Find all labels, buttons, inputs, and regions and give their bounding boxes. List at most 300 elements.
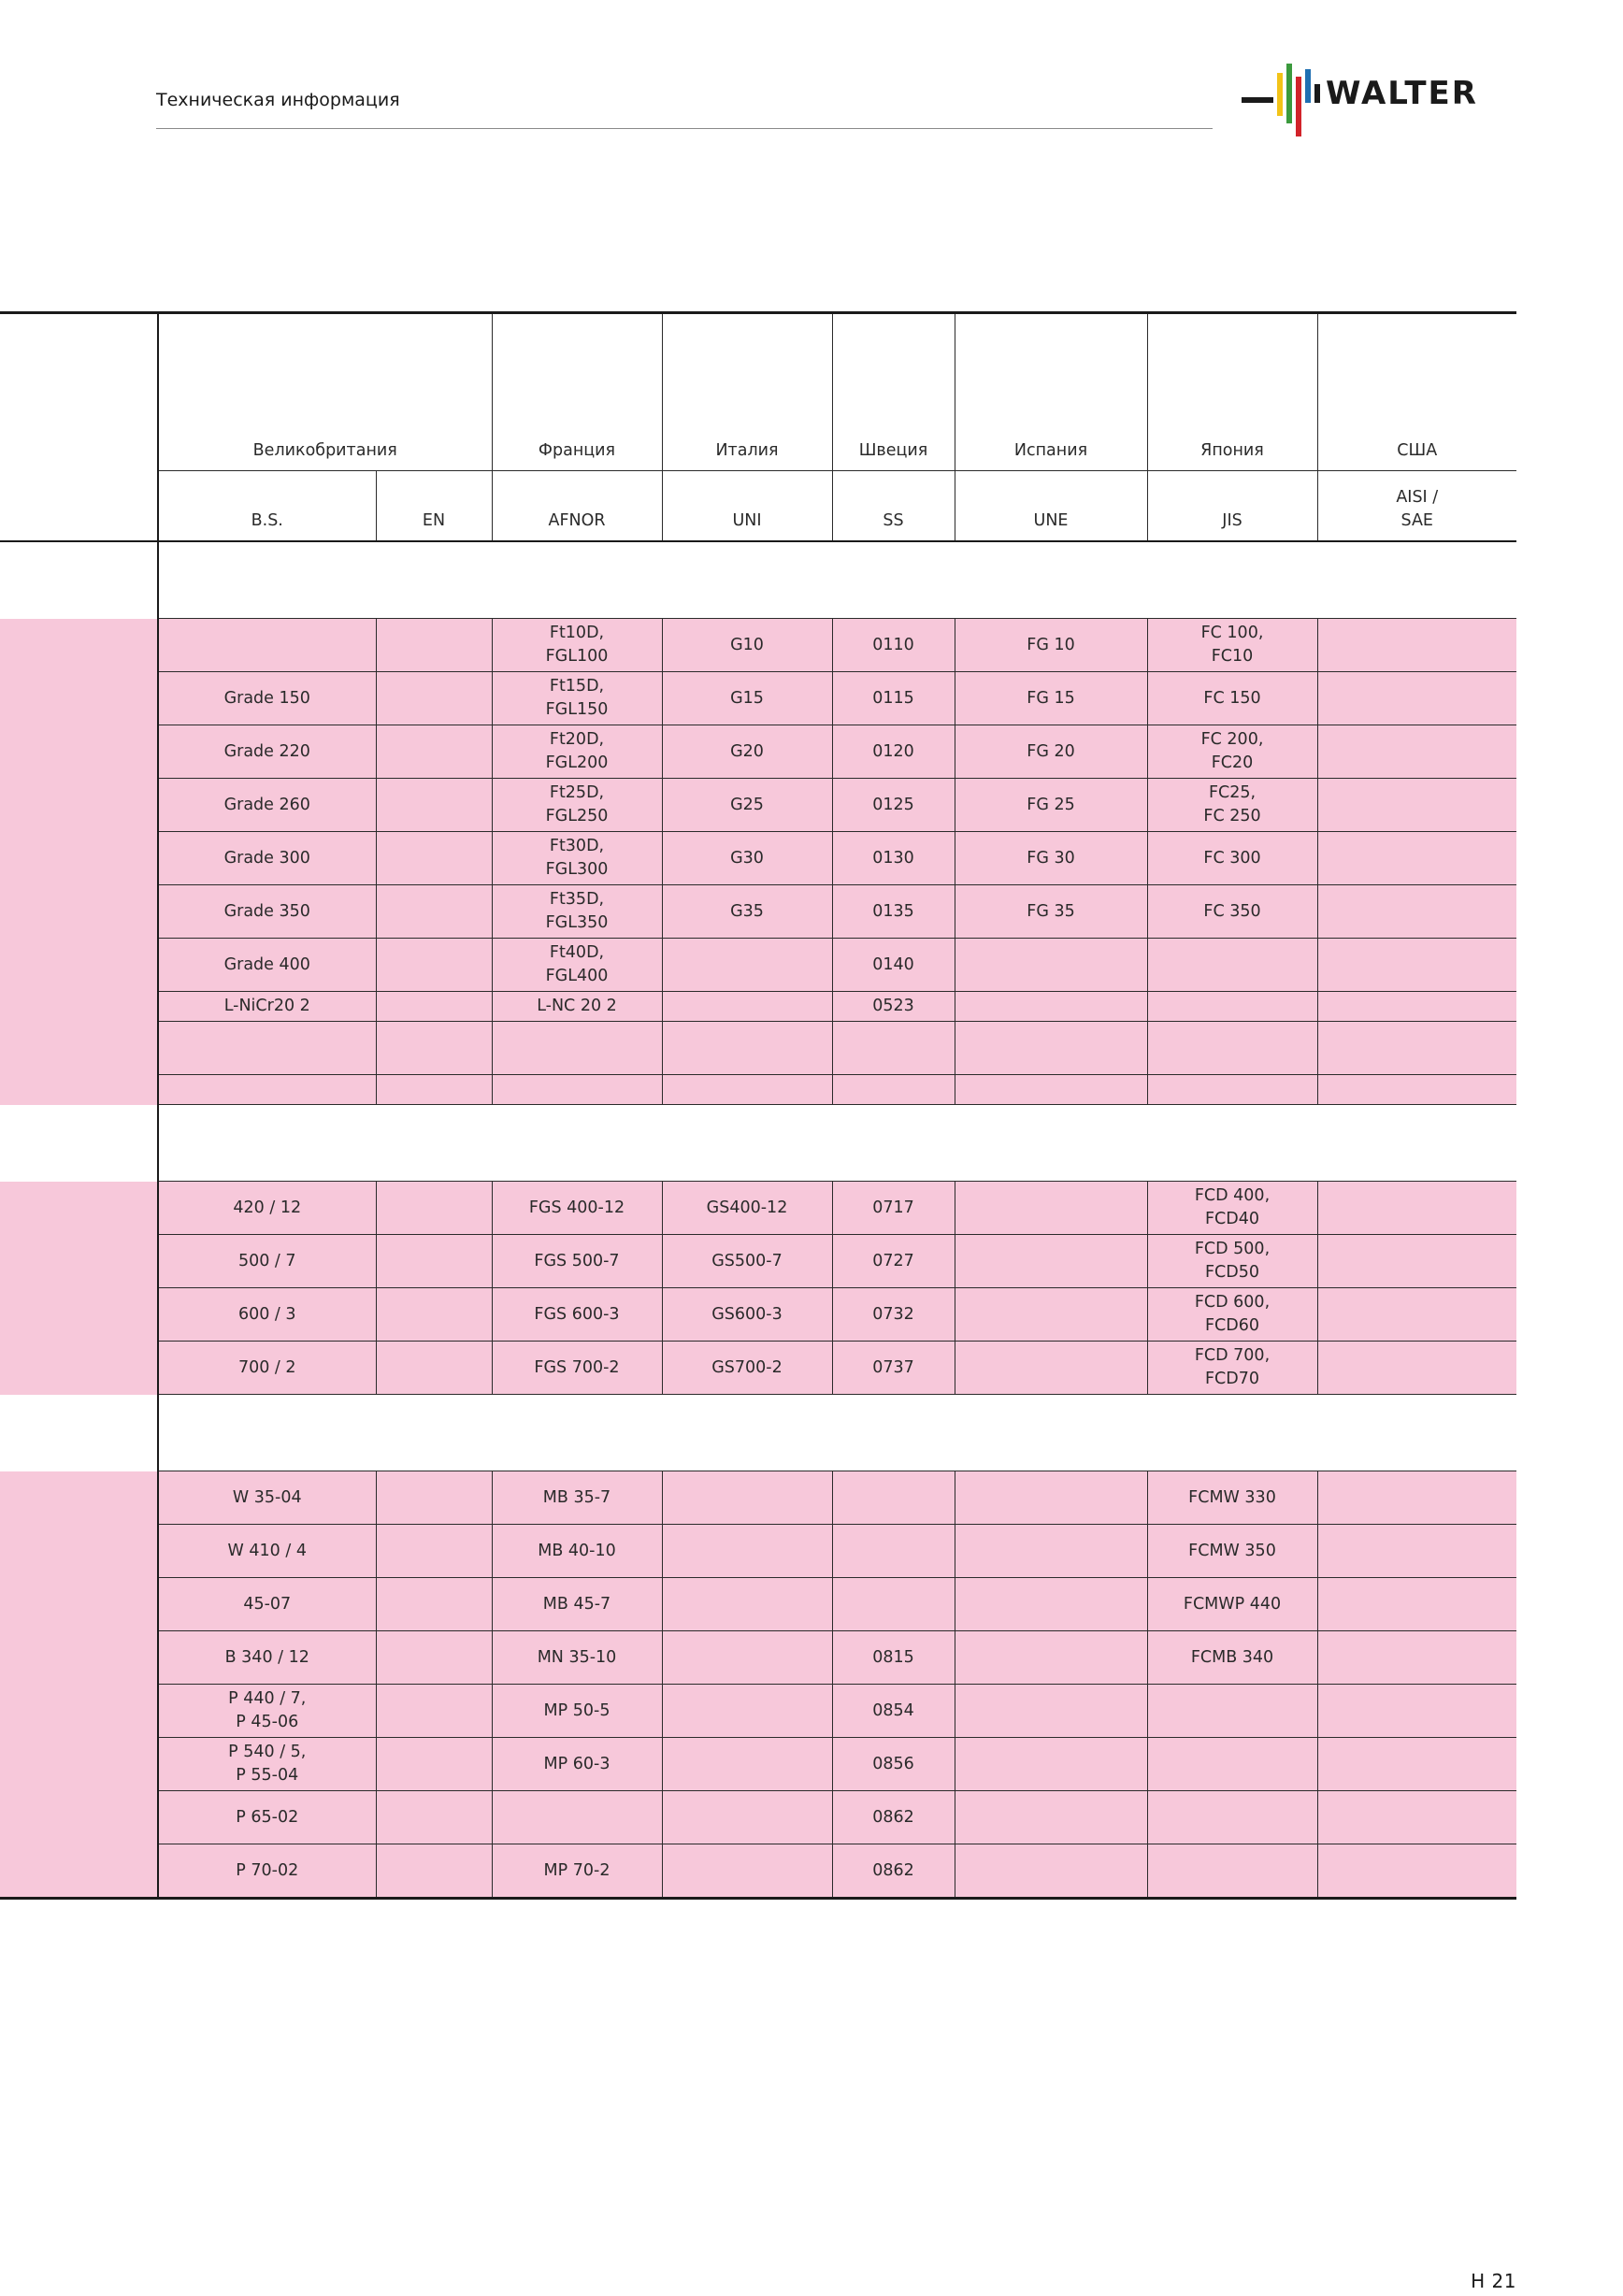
cell-bs-text: 420 / 12 <box>233 1198 302 1217</box>
cell-en <box>376 992 492 1022</box>
cell-afnor-text: FGS 600-3 <box>534 1304 620 1324</box>
cell-bs <box>158 1471 376 1525</box>
cell-en <box>376 832 492 885</box>
cell-uni <box>662 1525 832 1578</box>
row-blank-cell <box>0 1075 158 1105</box>
cell-en <box>376 885 492 939</box>
cell-uni <box>662 1471 832 1525</box>
cell-une-text: FG 35 <box>1027 901 1075 921</box>
cell-une <box>955 619 1147 672</box>
cell-afnor <box>492 1578 662 1631</box>
cell-ss <box>832 1791 955 1844</box>
cell-aisi <box>1317 1578 1516 1631</box>
cell-une <box>955 1844 1147 1899</box>
cell-ss <box>832 832 955 885</box>
cell-aisi <box>1317 1844 1516 1899</box>
cell-jis-text: FCMW 350 <box>1188 1541 1276 1560</box>
cell-une-text: FG 30 <box>1027 848 1075 868</box>
cell-ss <box>832 1738 955 1791</box>
header-usa: США <box>1317 313 1516 471</box>
cell-bs-text: B 340 / 12 <box>224 1647 309 1667</box>
cell-uni-text: GS600-3 <box>711 1304 783 1324</box>
header-une: UNE <box>955 471 1147 542</box>
cell-afnor <box>492 992 662 1022</box>
cell-jis-text: FC 200, FC20 <box>1200 730 1264 772</box>
table-row <box>0 1075 1516 1105</box>
cell-bs-text: P 70-02 <box>236 1860 299 1880</box>
cell-jis-text: FC 150 <box>1203 688 1261 708</box>
cell-afnor-text: Ft35D, FGL350 <box>545 890 609 932</box>
table-row <box>0 992 1516 1022</box>
table-row <box>0 619 1516 672</box>
cell-bs <box>158 619 376 672</box>
section-spacer-row <box>0 1105 1516 1182</box>
cell-aisi <box>1317 619 1516 672</box>
header-blank-cell <box>0 471 158 542</box>
cell-afnor <box>492 939 662 992</box>
row-blank-cell <box>0 1578 158 1631</box>
cell-jis <box>1147 1182 1317 1235</box>
cell-en <box>376 1182 492 1235</box>
cell-bs <box>158 1235 376 1288</box>
cell-en <box>376 725 492 779</box>
cell-jis-text: FC 350 <box>1203 901 1261 921</box>
section-blank-cell <box>0 1105 158 1182</box>
cell-afnor <box>492 1631 662 1685</box>
cell-bs-text: 700 / 2 <box>237 1357 296 1377</box>
cell-afnor <box>492 1022 662 1075</box>
cell-afnor <box>492 1182 662 1235</box>
cell-uni-text: G25 <box>730 795 764 814</box>
cell-ss-text: 0862 <box>872 1860 914 1880</box>
country-header-row <box>0 313 1516 471</box>
cell-bs <box>158 885 376 939</box>
cell-aisi <box>1317 1471 1516 1525</box>
cell-en <box>376 1578 492 1631</box>
header-bs: B.S. <box>158 471 376 542</box>
cell-une <box>955 992 1147 1022</box>
cell-bs <box>158 1685 376 1738</box>
cell-bs-text: P 65-02 <box>236 1807 299 1827</box>
row-blank-cell <box>0 1525 158 1578</box>
cell-en <box>376 1525 492 1578</box>
cell-afnor-text: MB 40-10 <box>538 1541 616 1560</box>
cell-une <box>955 725 1147 779</box>
cell-ss <box>832 779 955 832</box>
cell-ss <box>832 1631 955 1685</box>
cell-bs-text: P 440 / 7, P 45-06 <box>228 1689 307 1731</box>
cell-une <box>955 1471 1147 1525</box>
cell-uni <box>662 619 832 672</box>
cell-ss <box>832 1182 955 1235</box>
cell-uni <box>662 1844 832 1899</box>
cell-en <box>376 779 492 832</box>
cell-aisi <box>1317 672 1516 725</box>
table-row <box>0 1182 1516 1235</box>
cell-ss <box>832 992 955 1022</box>
table-row <box>0 672 1516 725</box>
cell-en <box>376 1738 492 1791</box>
cell-ss-text: 0854 <box>872 1700 914 1720</box>
cell-ss <box>832 1844 955 1899</box>
cell-uni <box>662 1022 832 1075</box>
cell-une <box>955 1525 1147 1578</box>
row-blank-cell <box>0 1844 158 1899</box>
row-blank-cell <box>0 619 158 672</box>
cell-bs <box>158 939 376 992</box>
cell-bs <box>158 1844 376 1899</box>
cell-jis-text: FC 100, FC10 <box>1200 624 1264 666</box>
cell-afnor <box>492 1235 662 1288</box>
cell-jis <box>1147 1738 1317 1791</box>
cell-une <box>955 1578 1147 1631</box>
cell-uni-text: GS400-12 <box>706 1198 788 1217</box>
header-france: Франция <box>492 313 662 471</box>
table-row <box>0 1525 1516 1578</box>
cell-une <box>955 1235 1147 1288</box>
cell-ss-text: 0862 <box>872 1807 914 1827</box>
cell-ss <box>832 1578 955 1631</box>
cell-en <box>376 1342 492 1395</box>
section-spacer-row <box>0 1395 1516 1471</box>
cell-bs <box>158 1578 376 1631</box>
cell-ss-text: 0125 <box>872 795 914 814</box>
row-blank-cell <box>0 1022 158 1075</box>
cell-uni <box>662 1342 832 1395</box>
cell-une <box>955 1685 1147 1738</box>
cell-jis <box>1147 1578 1317 1631</box>
cell-une <box>955 1022 1147 1075</box>
walter-logo-wordmark: WALTER <box>1326 75 1478 112</box>
cell-jis <box>1147 1342 1317 1395</box>
page-number-text: H 21 <box>1471 2270 1516 2292</box>
table-row <box>0 725 1516 779</box>
table-row <box>0 779 1516 832</box>
cell-en <box>376 672 492 725</box>
header-uk: Великобритания <box>158 313 492 471</box>
cell-uni <box>662 939 832 992</box>
cell-afnor <box>492 1288 662 1342</box>
header-jis: JIS <box>1147 471 1317 542</box>
cell-afnor <box>492 619 662 672</box>
walter-logo-mark <box>1242 64 1320 136</box>
walter-logo <box>1242 60 1520 136</box>
cell-ss <box>832 725 955 779</box>
section-blank-cell <box>0 1395 158 1471</box>
cell-uni <box>662 1578 832 1631</box>
cell-afnor <box>492 1525 662 1578</box>
cell-jis <box>1147 1288 1317 1342</box>
cell-bs <box>158 1288 376 1342</box>
cell-afnor-text: Ft20D, FGL200 <box>545 730 609 772</box>
cell-bs-text: Grade 400 <box>223 954 310 974</box>
cell-jis <box>1147 1235 1317 1288</box>
cell-ss-text: 0727 <box>872 1251 914 1270</box>
cell-bs-text: Grade 220 <box>223 741 310 761</box>
cell-afnor-text: MB 45-7 <box>542 1594 611 1614</box>
cell-afnor-text: FGS 400-12 <box>528 1198 625 1217</box>
cell-afnor-text: Ft15D, FGL150 <box>545 677 609 719</box>
cell-jis-text: FCMWP 440 <box>1183 1594 1282 1614</box>
cell-aisi <box>1317 1182 1516 1235</box>
cell-afnor-text: MP 60-3 <box>543 1754 610 1773</box>
row-blank-cell <box>0 1685 158 1738</box>
cell-bs-text: 45-07 <box>243 1594 292 1614</box>
cell-afnor <box>492 832 662 885</box>
cell-bs-text: Grade 350 <box>223 901 310 921</box>
cell-afnor <box>492 1075 662 1105</box>
cell-bs-text: Grade 300 <box>223 848 310 868</box>
table-row <box>0 1288 1516 1342</box>
header-japan: Япония <box>1147 313 1317 471</box>
header-sweden: Швеция <box>832 313 955 471</box>
cell-afnor <box>492 725 662 779</box>
cell-uni <box>662 1685 832 1738</box>
table-row <box>0 1844 1516 1899</box>
cell-ss-text: 0110 <box>872 635 914 654</box>
cell-en <box>376 1471 492 1525</box>
table-row <box>0 832 1516 885</box>
table-row <box>0 1342 1516 1395</box>
cell-uni <box>662 1288 832 1342</box>
table-row <box>0 1235 1516 1288</box>
cell-bs <box>158 1182 376 1235</box>
table-row <box>0 1578 1516 1631</box>
row-blank-cell <box>0 939 158 992</box>
cell-bs <box>158 1342 376 1395</box>
cell-ss <box>832 885 955 939</box>
cell-une-text: FG 20 <box>1027 741 1075 761</box>
cell-uni <box>662 1075 832 1105</box>
header-aisi-sae <box>1317 471 1516 542</box>
cell-uni-text: G15 <box>730 688 764 708</box>
cell-afnor-text: L-NC 20 2 <box>537 997 617 1015</box>
cell-ss-text: 0130 <box>872 848 914 868</box>
cell-en <box>376 1631 492 1685</box>
cell-afnor-text: Ft40D, FGL400 <box>545 943 609 985</box>
cell-uni-text: GS700-2 <box>711 1357 783 1377</box>
cell-afnor <box>492 1342 662 1395</box>
section-blank-cell <box>158 1105 1516 1182</box>
row-blank-cell <box>0 1738 158 1791</box>
header-uni: UNI <box>662 471 832 542</box>
cell-bs <box>158 1738 376 1791</box>
cell-uni <box>662 832 832 885</box>
cell-aisi <box>1317 779 1516 832</box>
cell-en <box>376 1022 492 1075</box>
row-blank-cell <box>0 1342 158 1395</box>
cell-jis-text: FC 300 <box>1203 848 1261 868</box>
cell-ss-text: 0815 <box>872 1647 914 1667</box>
cell-ss-text: 0732 <box>872 1304 914 1324</box>
row-blank-cell <box>0 885 158 939</box>
cell-ss <box>832 939 955 992</box>
cell-afnor <box>492 1471 662 1525</box>
cell-bs-text: 500 / 7 <box>237 1251 296 1270</box>
cell-uni-text: G20 <box>730 741 764 761</box>
row-blank-cell <box>0 1791 158 1844</box>
cell-ss <box>832 1022 955 1075</box>
standard-header-row <box>0 471 1516 542</box>
cell-bs <box>158 1022 376 1075</box>
cell-ss-text: 0737 <box>872 1357 914 1377</box>
cell-une <box>955 779 1147 832</box>
cell-jis <box>1147 1022 1317 1075</box>
cell-bs <box>158 1525 376 1578</box>
table-row <box>0 1022 1516 1075</box>
cell-aisi <box>1317 725 1516 779</box>
row-blank-cell <box>0 1235 158 1288</box>
row-blank-cell <box>0 992 158 1022</box>
table-body <box>0 541 1516 1899</box>
cell-jis <box>1147 885 1317 939</box>
row-blank-cell <box>0 779 158 832</box>
cell-ss-text: 0120 <box>872 741 914 761</box>
cell-afnor-text: Ft25D, FGL250 <box>545 783 609 825</box>
cell-une <box>955 1631 1147 1685</box>
cell-uni <box>662 725 832 779</box>
cell-jis <box>1147 1075 1317 1105</box>
cell-une-text: FG 25 <box>1027 795 1075 814</box>
cell-bs-text: W 410 / 4 <box>227 1541 307 1560</box>
cell-en <box>376 939 492 992</box>
cell-bs <box>158 1631 376 1685</box>
cell-jis-text: FCD 500, FCD50 <box>1194 1240 1271 1282</box>
cell-afnor <box>492 779 662 832</box>
cell-aisi <box>1317 1738 1516 1791</box>
cell-afnor <box>492 1685 662 1738</box>
cell-afnor-text: MP 70-2 <box>543 1860 610 1880</box>
cell-uni-text: G35 <box>730 901 764 921</box>
cell-ss-text: 0523 <box>872 997 914 1015</box>
table-row <box>0 1738 1516 1791</box>
cell-aisi <box>1317 1631 1516 1685</box>
cell-en <box>376 619 492 672</box>
header-aisi-sae-text: AISI / SAE <box>1396 488 1439 530</box>
cell-afnor-text: Ft10D, FGL100 <box>545 624 609 666</box>
cell-ss-text: 0856 <box>872 1754 914 1773</box>
cell-en <box>376 1288 492 1342</box>
cell-en <box>376 1075 492 1105</box>
cell-jis-text: FCD 700, FCD70 <box>1194 1346 1271 1388</box>
cell-aisi <box>1317 1022 1516 1075</box>
cell-afnor-text: FGS 500-7 <box>534 1251 620 1270</box>
cell-bs <box>158 1075 376 1105</box>
row-blank-cell <box>0 1471 158 1525</box>
cell-une <box>955 1182 1147 1235</box>
cell-jis <box>1147 725 1317 779</box>
cell-jis-text: FCD 400, FCD40 <box>1194 1186 1271 1228</box>
header-divider <box>156 128 1213 129</box>
cell-uni-text: G30 <box>730 848 764 868</box>
cell-uni <box>662 1235 832 1288</box>
cell-bs <box>158 992 376 1022</box>
cell-afnor-text: MN 35-10 <box>537 1647 617 1667</box>
cell-bs-text: Grade 260 <box>223 795 310 814</box>
cell-ss <box>832 619 955 672</box>
cell-aisi <box>1317 1685 1516 1738</box>
cell-jis <box>1147 1844 1317 1899</box>
cell-jis-text: FCD 600, FCD60 <box>1194 1293 1271 1335</box>
cell-ss <box>832 1235 955 1288</box>
cell-bs-text: L-NiCr20 2 <box>223 997 310 1015</box>
section-spacer-row <box>0 541 1516 619</box>
cell-bs-text: Grade 150 <box>223 688 310 708</box>
cell-afnor-text: MB 35-7 <box>542 1487 611 1507</box>
cell-une-text: FG 10 <box>1027 635 1075 654</box>
cell-une-text: FG 15 <box>1027 688 1075 708</box>
cell-aisi <box>1317 992 1516 1022</box>
cell-afnor-text: FGS 700-2 <box>534 1357 620 1377</box>
cell-jis-text: FCMB 340 <box>1190 1647 1274 1667</box>
cell-une <box>955 1738 1147 1791</box>
cell-une <box>955 1288 1147 1342</box>
cell-uni <box>662 672 832 725</box>
cell-bs-text: W 35-04 <box>232 1487 302 1507</box>
cell-uni <box>662 779 832 832</box>
cell-en <box>376 1685 492 1738</box>
table-row <box>0 885 1516 939</box>
row-blank-cell <box>0 1631 158 1685</box>
cell-une <box>955 1791 1147 1844</box>
cell-bs <box>158 832 376 885</box>
cell-ss-text: 0115 <box>872 688 914 708</box>
cell-ss-text: 0140 <box>872 954 914 974</box>
page-number <box>1471 2270 1516 2292</box>
header-blank-cell <box>0 313 158 471</box>
cell-jis-text: FCMW 330 <box>1188 1487 1276 1507</box>
cell-jis <box>1147 1525 1317 1578</box>
cell-une <box>955 939 1147 992</box>
cell-jis <box>1147 672 1317 725</box>
cell-aisi <box>1317 939 1516 992</box>
cell-jis <box>1147 1791 1317 1844</box>
cell-ss <box>832 672 955 725</box>
cell-jis <box>1147 1685 1317 1738</box>
cell-aisi <box>1317 885 1516 939</box>
cell-uni <box>662 1738 832 1791</box>
cell-uni <box>662 885 832 939</box>
cell-uni <box>662 1631 832 1685</box>
section-blank-cell <box>0 541 158 619</box>
header-ss: SS <box>832 471 955 542</box>
cell-bs <box>158 725 376 779</box>
cell-aisi <box>1317 1288 1516 1342</box>
cell-une <box>955 1075 1147 1105</box>
cell-jis <box>1147 992 1317 1022</box>
row-blank-cell <box>0 1288 158 1342</box>
header-italy: Италия <box>662 313 832 471</box>
table-row <box>0 1791 1516 1844</box>
cell-afnor <box>492 1738 662 1791</box>
cell-afnor-text: MP 50-5 <box>543 1700 610 1720</box>
table-row <box>0 1685 1516 1738</box>
cell-uni <box>662 1182 832 1235</box>
header-spain: Испания <box>955 313 1147 471</box>
cell-afnor <box>492 1791 662 1844</box>
cell-jis <box>1147 1471 1317 1525</box>
cell-jis-text: FC25, FC 250 <box>1203 783 1261 825</box>
table-row <box>0 1471 1516 1525</box>
cell-ss <box>832 1342 955 1395</box>
cell-aisi <box>1317 1525 1516 1578</box>
section-blank-cell <box>158 1395 1516 1471</box>
cell-bs <box>158 1791 376 1844</box>
cell-uni <box>662 1791 832 1844</box>
cell-bs-text: 600 / 3 <box>237 1304 296 1324</box>
material-grade-comparison-table <box>0 311 1516 1900</box>
cell-ss <box>832 1471 955 1525</box>
